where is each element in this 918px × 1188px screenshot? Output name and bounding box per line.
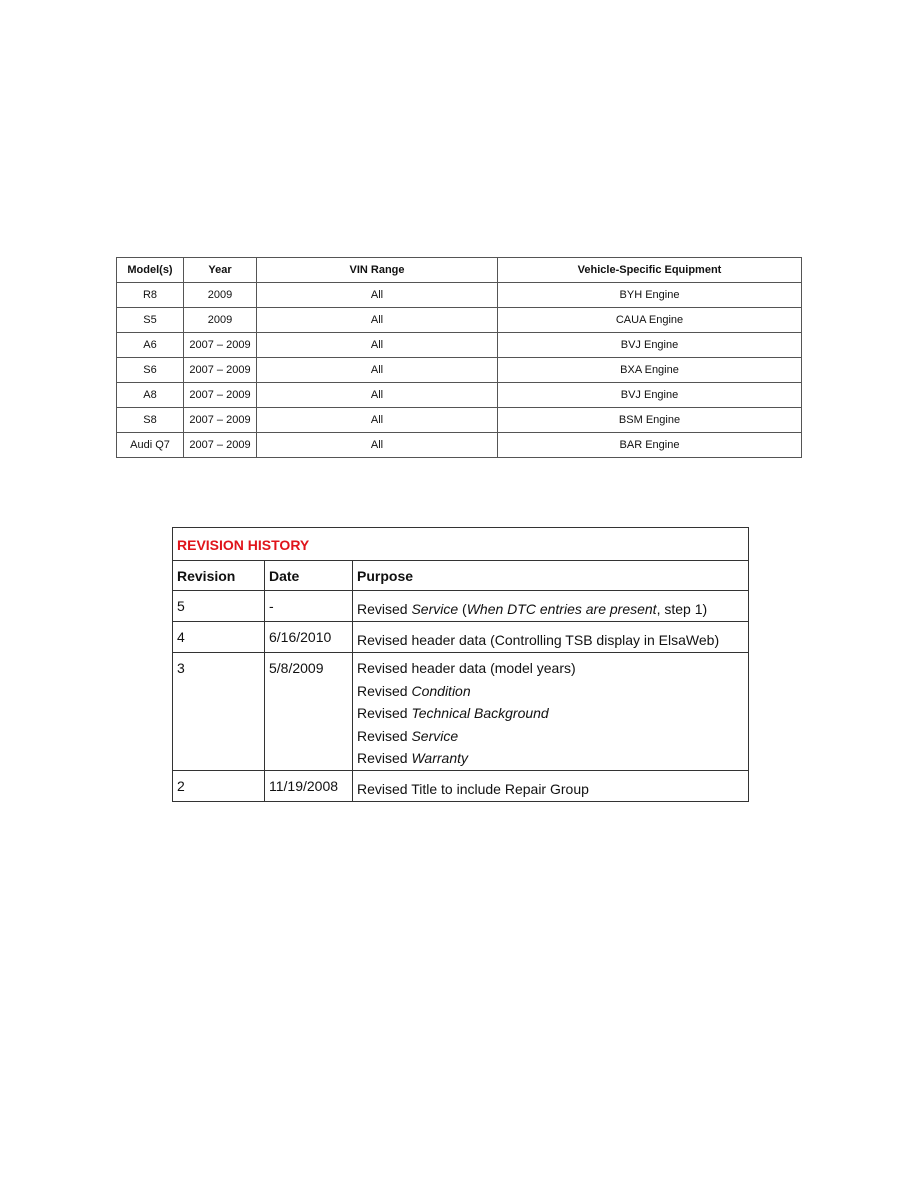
- purpose-line: [357, 629, 744, 652]
- revision-header-row: [173, 561, 749, 591]
- vin-range-cell: All: [257, 358, 498, 383]
- model-cell: S8: [117, 408, 184, 433]
- revision-number-cell: 5: [173, 591, 265, 622]
- table-row: [117, 383, 802, 408]
- purpose-emphasis: Service: [411, 601, 459, 617]
- column-header-date: Date: [265, 561, 353, 591]
- vin-range-cell: All: [257, 333, 498, 358]
- vin-range-cell: All: [257, 433, 498, 458]
- year-cell: 2007 – 2009: [184, 408, 257, 433]
- purpose-text: Revised: [357, 727, 412, 744]
- revision-number-cell: 3: [173, 653, 265, 771]
- purpose-text: (: [458, 601, 467, 617]
- purpose-line: [357, 725, 744, 748]
- vehicle-applicability-table: [116, 257, 802, 458]
- revision-title-row: [173, 528, 749, 561]
- revision-history-title: REVISION HISTORY: [173, 528, 749, 561]
- table-row: [117, 308, 802, 333]
- equipment-cell: BSM Engine: [498, 408, 802, 433]
- revision-purpose-cell: [353, 653, 749, 771]
- purpose-text: Revised: [357, 750, 412, 766]
- equipment-cell: CAUA Engine: [498, 308, 802, 333]
- purpose-line: [357, 657, 744, 680]
- revision-date-cell: 5/8/2009: [265, 653, 353, 771]
- equipment-cell: BXA Engine: [498, 358, 802, 383]
- revision-row: [173, 591, 749, 622]
- purpose-emphasis: When DTC entries are present: [466, 601, 657, 617]
- column-header-vin-range: VIN Range: [257, 258, 498, 283]
- revision-purpose-cell: [353, 622, 749, 653]
- model-cell: S6: [117, 358, 184, 383]
- revision-purpose-cell: [353, 770, 749, 801]
- model-cell: A6: [117, 333, 184, 358]
- model-cell: R8: [117, 283, 184, 308]
- purpose-emphasis: Warranty: [411, 750, 469, 766]
- revision-date-cell: -: [265, 591, 353, 622]
- table-row: [117, 433, 802, 458]
- purpose-text: Revised: [357, 601, 412, 617]
- vin-range-cell: All: [257, 308, 498, 333]
- purpose-line: [357, 702, 744, 725]
- equipment-cell: BVJ Engine: [498, 383, 802, 408]
- year-cell: 2007 – 2009: [184, 383, 257, 408]
- revision-number-cell: 2: [173, 770, 265, 801]
- table-row: [117, 408, 802, 433]
- vehicle-table-header-row: [117, 258, 802, 283]
- purpose-text: Revised: [357, 682, 412, 699]
- model-cell: A8: [117, 383, 184, 408]
- year-cell: 2007 – 2009: [184, 433, 257, 458]
- purpose-emphasis: Technical Background: [411, 705, 549, 721]
- table-row: [117, 358, 802, 383]
- purpose-text: , step 1): [656, 601, 708, 617]
- year-cell: 2007 – 2009: [184, 358, 257, 383]
- purpose-emphasis: Condition: [411, 682, 471, 699]
- column-header-equipment: Vehicle-Specific Equipment: [498, 258, 802, 283]
- purpose-text: Revised: [357, 705, 412, 721]
- model-cell: S5: [117, 308, 184, 333]
- vin-range-cell: All: [257, 383, 498, 408]
- purpose-line: [357, 747, 744, 770]
- purpose-line: [357, 598, 744, 621]
- table-row: [117, 333, 802, 358]
- column-header-purpose: Purpose: [353, 561, 749, 591]
- revision-row: [173, 770, 749, 801]
- column-header-year: Year: [184, 258, 257, 283]
- purpose-line: [357, 778, 744, 801]
- year-cell: 2009: [184, 308, 257, 333]
- equipment-cell: BAR Engine: [498, 433, 802, 458]
- vin-range-cell: All: [257, 408, 498, 433]
- purpose-emphasis: Service: [411, 727, 459, 744]
- purpose-line: [357, 680, 744, 703]
- year-cell: 2009: [184, 283, 257, 308]
- column-header-revision: Revision: [173, 561, 265, 591]
- purpose-text: Revised header data (Controlling TSB display in ElsaWeb): [357, 632, 720, 648]
- revision-date-cell: 6/16/2010: [265, 622, 353, 653]
- vin-range-cell: All: [257, 283, 498, 308]
- year-cell: 2007 – 2009: [184, 333, 257, 358]
- revision-row: [173, 622, 749, 653]
- purpose-text: Revised header data (model years): [357, 660, 576, 676]
- equipment-cell: BVJ Engine: [498, 333, 802, 358]
- revision-history-table: [172, 527, 749, 802]
- equipment-cell: BYH Engine: [498, 283, 802, 308]
- model-cell: Audi Q7: [117, 433, 184, 458]
- table-row: [117, 283, 802, 308]
- purpose-text: Revised Title to include Repair Group: [357, 780, 589, 797]
- revision-date-cell: 11/19/2008: [265, 770, 353, 801]
- revision-row: [173, 653, 749, 771]
- revision-number-cell: 4: [173, 622, 265, 653]
- column-header-models: Model(s): [117, 258, 184, 283]
- revision-purpose-cell: [353, 591, 749, 622]
